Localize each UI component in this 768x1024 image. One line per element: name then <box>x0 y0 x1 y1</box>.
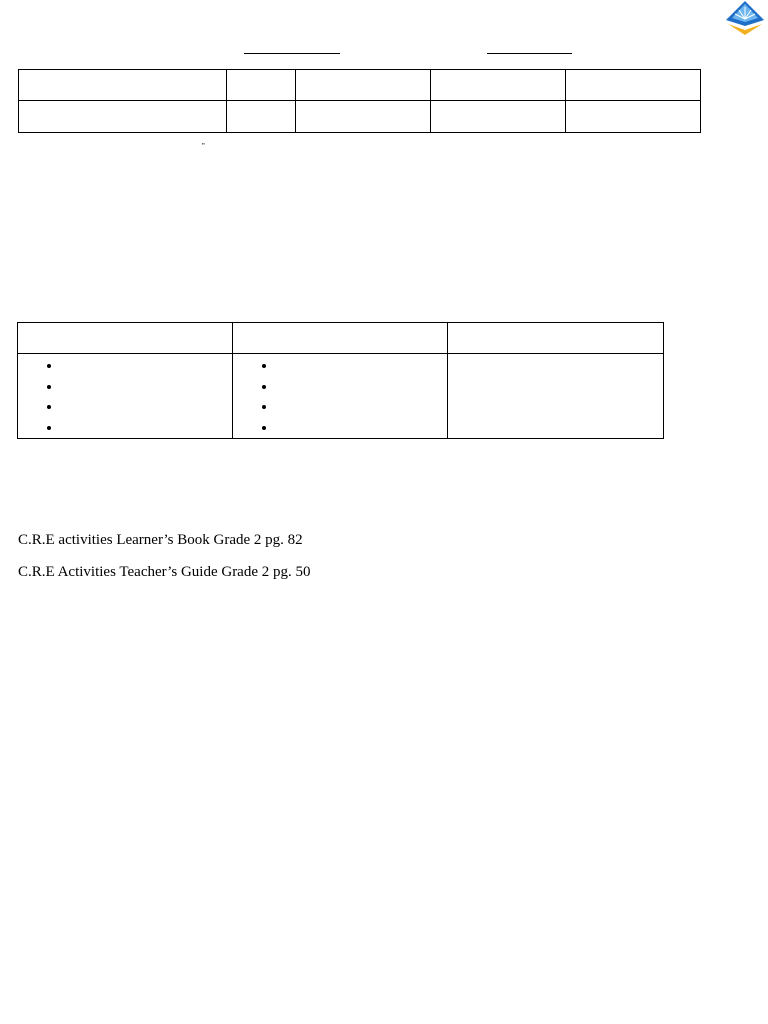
table-cell <box>448 323 664 354</box>
table-cell <box>19 101 227 133</box>
table-cell <box>19 70 227 101</box>
blank-line-left <box>244 53 340 54</box>
list-item <box>277 377 447 398</box>
list-item <box>62 397 232 418</box>
blank-line-right <box>487 53 572 54</box>
table-cell <box>431 101 566 133</box>
list-item <box>62 377 232 398</box>
table-cell <box>296 101 431 133</box>
list-item <box>277 397 447 418</box>
reference-teachers-guide: C.R.E Activities Teacher’s Guide Grade 2 pg. 50 <box>18 564 311 580</box>
table-cell <box>227 70 296 101</box>
lesson-outcomes-table <box>17 322 664 439</box>
table-cell <box>566 70 701 101</box>
table-cell <box>18 354 233 439</box>
list-item <box>277 418 447 439</box>
table-row <box>19 70 701 101</box>
table-cell <box>18 323 233 354</box>
table-row <box>18 323 664 354</box>
lesson-info-table <box>18 69 701 133</box>
quote-mark: ” <box>202 142 205 151</box>
table-cell <box>296 70 431 101</box>
table-cell <box>233 323 448 354</box>
list-item <box>62 356 232 377</box>
kenya-education-logo-icon <box>722 0 768 36</box>
table-cell <box>431 70 566 101</box>
school-logo <box>722 0 768 36</box>
table-cell <box>233 354 448 439</box>
list-item <box>62 418 232 439</box>
table-cell <box>566 101 701 133</box>
bullet-list <box>18 356 232 438</box>
table-row <box>18 354 664 439</box>
list-item <box>277 356 447 377</box>
bullet-list <box>233 356 447 438</box>
table-cell <box>448 354 664 439</box>
reference-learners-book: C.R.E activities Learner’s Book Grade 2 pg. 82 <box>18 532 303 548</box>
table-row <box>19 101 701 133</box>
table-cell <box>227 101 296 133</box>
